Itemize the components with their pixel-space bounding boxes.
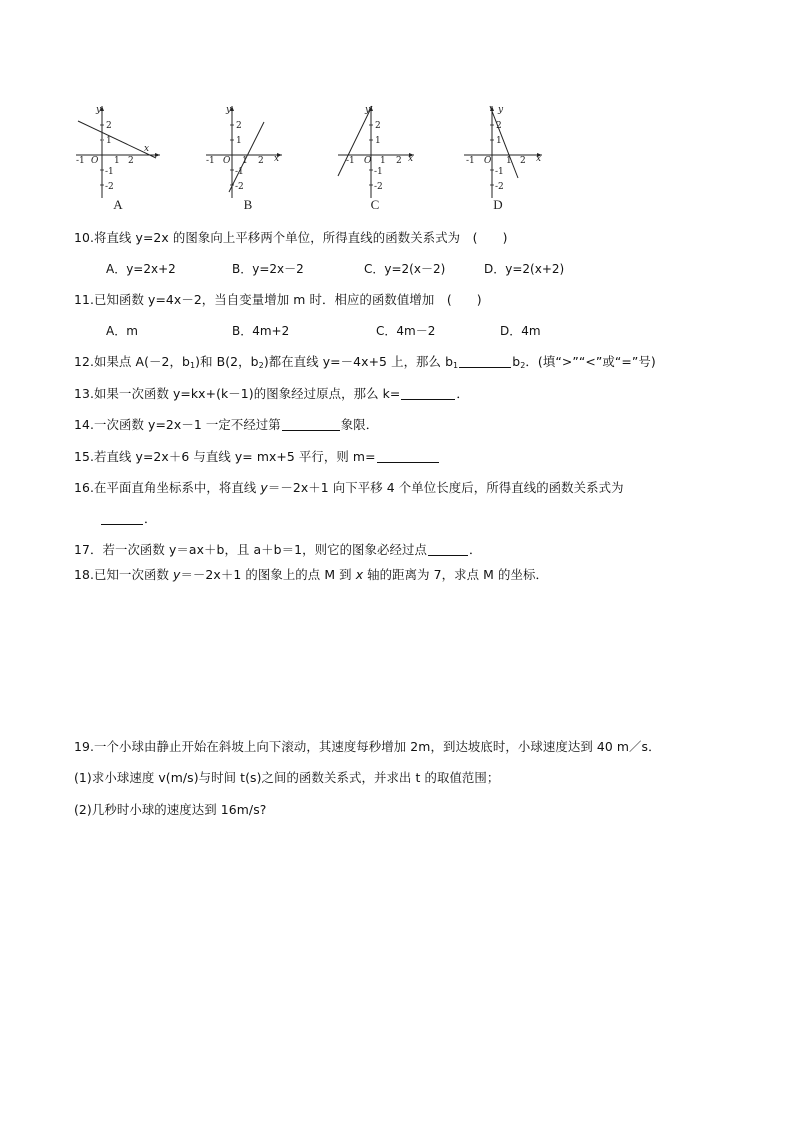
graph-b-label: B: [243, 197, 253, 212]
q16-text-2: ＝－2x＋1 向下平移 4 个单位长度后，所得直线的函数关系式为: [267, 480, 624, 495]
q12-sub-3: 1: [453, 361, 459, 370]
svg-text:y: y: [96, 105, 102, 115]
q18-var-y: y: [173, 567, 181, 582]
q12-text-5: ．(填“>”“<”或“=”号): [525, 354, 656, 369]
q10-option-c: C．y=2(x－2): [364, 262, 446, 276]
q11-option-c: C．4m－2: [376, 324, 436, 338]
graph-options: [70, 100, 560, 216]
graph-b-svg: [202, 100, 298, 200]
question-18: [74, 567, 548, 583]
svg-text:2: 2: [258, 156, 264, 166]
svg-text:-1: -1: [346, 156, 355, 166]
question-15: [74, 449, 440, 465]
svg-text:1: 1: [380, 156, 386, 166]
q18-text-2: ＝－2x＋1 的图象上的点 M 到: [180, 567, 356, 582]
q18-text-3: 轴的距离为 7，求点 M 的坐标．: [363, 567, 548, 582]
q13-text: 13.如果一次函数 y=kx+(k－1)的图象经过原点，那么 k=: [74, 386, 401, 401]
question-19-part-1: (1)求小球速度 v(m/s)与时间 t(s)之间的函数关系式，并求出 t 的取值范围；: [74, 770, 500, 785]
graph-d: [462, 100, 558, 216]
question-17: [74, 542, 482, 558]
q18-var-x: x: [355, 567, 364, 582]
graph-b: [202, 100, 298, 216]
svg-text:-1: -1: [76, 156, 85, 166]
svg-text:y: y: [226, 105, 232, 115]
q10-option-b: B．y=2x－2: [232, 262, 304, 276]
q15-text: 15.若直线 y=2x＋6 与直线 y= mx+5 平行，则 m=: [74, 449, 376, 464]
svg-text:1: 1: [506, 156, 512, 166]
q12-sub-4: 2: [520, 361, 526, 370]
svg-text:1: 1: [496, 136, 502, 146]
svg-text:-2: -2: [495, 182, 504, 192]
svg-text:-1: -1: [206, 156, 215, 166]
graph-c-label: C: [370, 197, 380, 212]
graph-a: [70, 100, 166, 216]
svg-text:-1: -1: [495, 167, 504, 177]
svg-text:1: 1: [242, 156, 248, 166]
svg-text:O: O: [91, 156, 99, 166]
question-12: [74, 354, 656, 370]
q14-answer-blank[interactable]: [282, 418, 340, 431]
q17-answer-blank[interactable]: [428, 543, 468, 556]
svg-text:x: x: [144, 144, 150, 154]
q14-text: 14.一次函数 y=2x－1 一定不经过第: [74, 417, 281, 432]
svg-text:1: 1: [106, 136, 112, 146]
svg-text:O: O: [484, 156, 492, 166]
q12-text-1: 12.如果点 A(－2，b: [74, 354, 190, 369]
q13-text-end: ．: [456, 386, 469, 401]
q16-text-end: ．: [144, 511, 157, 526]
q12-text-2: )和 B(2，b: [195, 354, 259, 369]
q18-text-1: 18.已知一次函数: [74, 567, 173, 582]
q12-text-4: b: [512, 354, 521, 369]
svg-text:1: 1: [375, 136, 381, 146]
svg-text:2: 2: [375, 121, 381, 131]
q12-sub-1: 1: [189, 361, 196, 370]
svg-text:2: 2: [496, 121, 502, 131]
svg-text:-1: -1: [235, 167, 244, 177]
svg-text:y: y: [365, 105, 371, 115]
svg-text:O: O: [223, 156, 231, 166]
svg-text:2: 2: [128, 156, 134, 166]
svg-text:2: 2: [520, 156, 526, 166]
q13-answer-blank[interactable]: [401, 387, 455, 400]
q16-text-1: 16.在平面直角坐标系中，将直线: [74, 480, 261, 495]
q11-option-a: A．m: [106, 324, 138, 338]
q10-option-a: A．y=2x+2: [106, 262, 176, 276]
question-16: [74, 480, 624, 496]
question-13: [74, 386, 469, 402]
question-19-stem: 19.一个小球由静止开始在斜坡上向下滚动，其速度每秒增加 2m，到达坡底时，小球速度达到 40 m／s．: [74, 739, 661, 754]
question-19-part-2: (2)几秒时小球的速度达到 16m/s?: [74, 802, 267, 817]
svg-text:-1: -1: [105, 167, 114, 177]
q16-answer-blank[interactable]: [101, 512, 143, 525]
svg-text:O: O: [364, 156, 372, 166]
svg-text:x: x: [274, 154, 280, 164]
svg-text:2: 2: [396, 156, 402, 166]
q12-text-3: )都在直线 y=－4x+5 上，那么 b: [263, 354, 454, 369]
graph-c-svg: [334, 100, 430, 200]
q17-text-end: ．: [469, 542, 482, 557]
q16-var-y: y: [260, 480, 268, 495]
q10-option-d: D．y=2(x+2): [484, 262, 565, 276]
svg-text:-1: -1: [466, 156, 475, 166]
svg-text:-2: -2: [235, 182, 244, 192]
graph-c: [334, 100, 430, 216]
svg-text:-2: -2: [105, 182, 114, 192]
q15-answer-blank[interactable]: [377, 450, 439, 463]
q14-text-end: 象限．: [340, 417, 379, 432]
question-16-line-2: [100, 511, 157, 527]
svg-text:y: y: [498, 105, 504, 115]
graph-a-svg: [70, 100, 166, 200]
svg-text:-1: -1: [374, 167, 383, 177]
q11-option-b: B．4m+2: [232, 324, 290, 338]
graph-a-label: A: [113, 197, 123, 212]
q12-sub-2: 2: [258, 361, 264, 370]
question-14: [74, 417, 378, 433]
q11-option-d: D．4m: [500, 324, 541, 338]
q12-answer-blank[interactable]: [459, 355, 511, 368]
question-10-stem: 10.将直线 y=2x 的图象向上平移两个单位，所得直线的函数关系式为 ( ): [74, 230, 508, 245]
svg-text:x: x: [536, 154, 542, 164]
question-11-stem: 11.已知函数 y=4x－2，当自变量增加 m 时．相应的函数值增加 ( ): [74, 292, 482, 307]
svg-text:2: 2: [236, 121, 242, 131]
svg-text:-2: -2: [374, 182, 383, 192]
graph-d-svg: [462, 100, 558, 200]
svg-text:x: x: [408, 154, 414, 164]
svg-text:2: 2: [106, 121, 112, 131]
q17-text: 17．若一次函数 y＝ax＋b，且 a＋b＝1，则它的图象必经过点: [74, 542, 428, 557]
svg-text:1: 1: [114, 156, 120, 166]
graph-d-label: D: [493, 197, 503, 212]
svg-text:1: 1: [236, 136, 242, 146]
